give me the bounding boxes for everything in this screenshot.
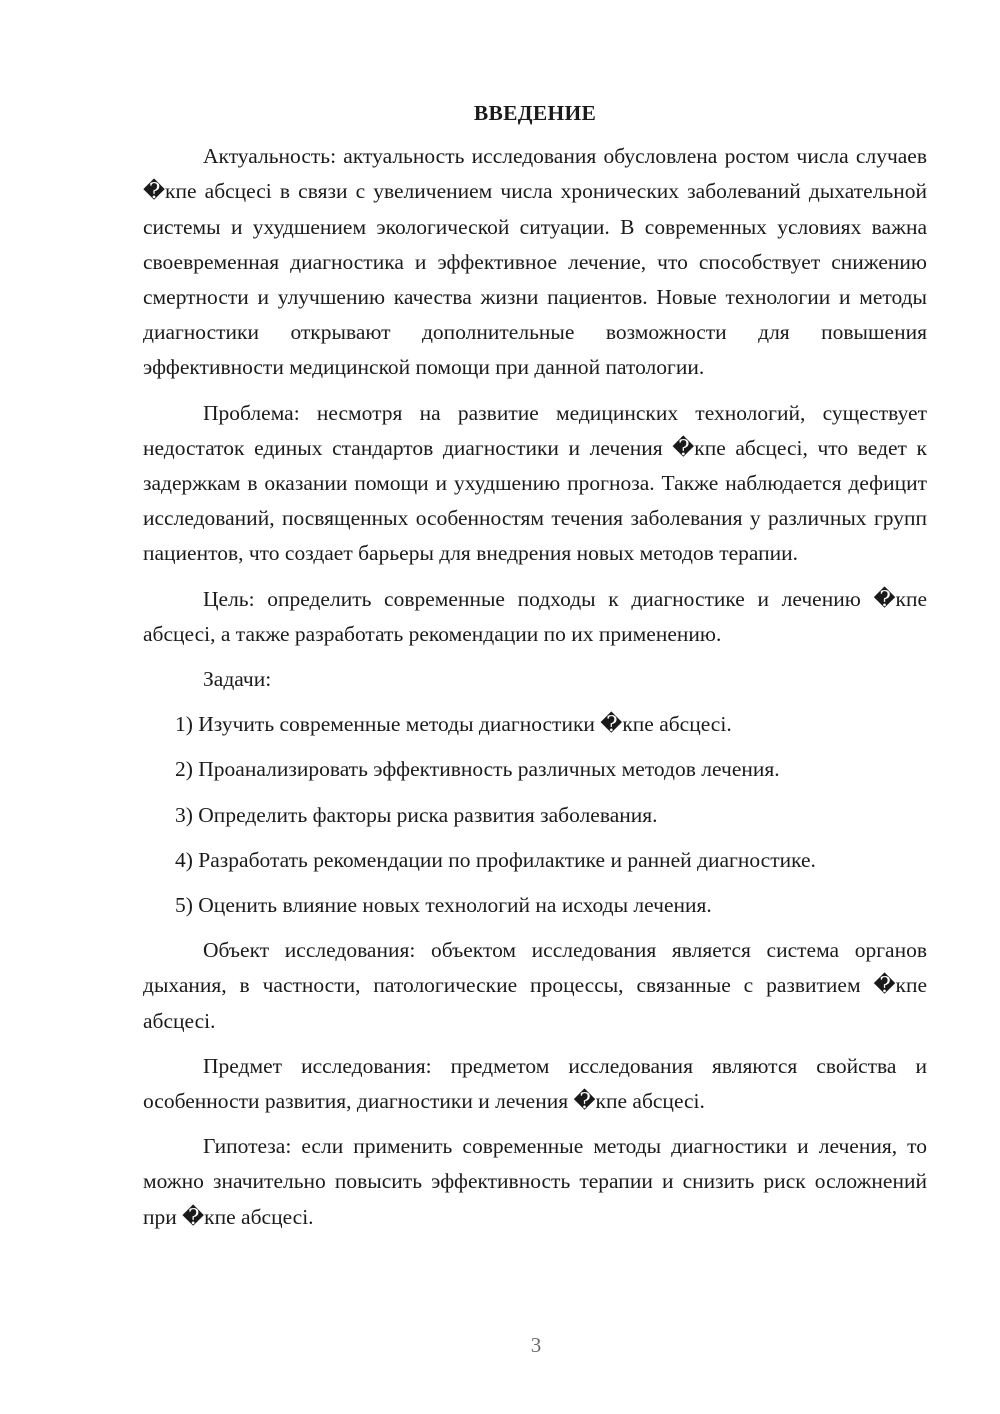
subject-paragraph: Предмет исследования: предметом исследования являются свойства и особенности развития, диагностики и лечения �кпе абсцесі. (143, 1053, 927, 1114)
relevance-paragraph: Актуальность: актуальность исследования обусловлена ростом числа случаев �кпе абсцесі в связи с увеличением числа хронических заболеваний дыхательной системы и ухудшением экологической ситуации. В современных условиях важна своевременная диагностика и эффективное лечение, что способствует снижению смертности и улучшению качества жизни пациентов. Новые технологии и методы диагностики открывают дополнительные возможности для повышения эффективности медицинской помощи при данной патологии. (143, 144, 927, 380)
page-number: 3 (530, 1333, 542, 1357)
task-item: 1) Изучить современные методы диагностики �кпе абсцесі. (175, 712, 732, 737)
problem-paragraph: Проблема: несмотря на развитие медицинских технологий, существует недостаток единых стандартов диагностики и лечения �кпе абсцесі, что ведет к задержкам в оказании помощи и ухудшению прогноза. Также наблюдается дефицит исследований, посвященных особенностям течения заболевания у различных групп пациентов, что создает барьеры для внедрения новых методов терапии. (143, 400, 927, 566)
section-title: ВВЕДЕНИЕ (473, 101, 597, 125)
tasks-list (143, 707, 927, 923)
task-item: 4) Разработать рекомендации по профилактике и ранней диагностике. (175, 847, 816, 872)
hypothesis-paragraph: Гипотеза: если применить современные методы диагностики и лечения, то можно значительно повысить эффективность терапии и снизить риск осложнений при �кпе абсцесі. (143, 1134, 927, 1229)
task-item: 3) Определить факторы риска развития заболевания. (175, 802, 658, 827)
object-paragraph: Объект исследования: объектом исследования является система органов дыхания, в частности, патологические процессы, связанные с развитием �кпе абсцесі. (143, 938, 927, 1033)
tasks-heading: Задачи: (203, 667, 272, 692)
document-page (143, 96, 927, 1245)
goal-paragraph: Цель: определить современные подходы к диагностике и лечению �кпе абсцесі, а также разработать рекомендации по их применению. (143, 586, 927, 646)
task-item: 5) Оценить влияние новых технологий на исходы лечения. (175, 893, 712, 918)
task-item: 2) Проанализировать эффективность различных методов лечения. (175, 757, 780, 782)
